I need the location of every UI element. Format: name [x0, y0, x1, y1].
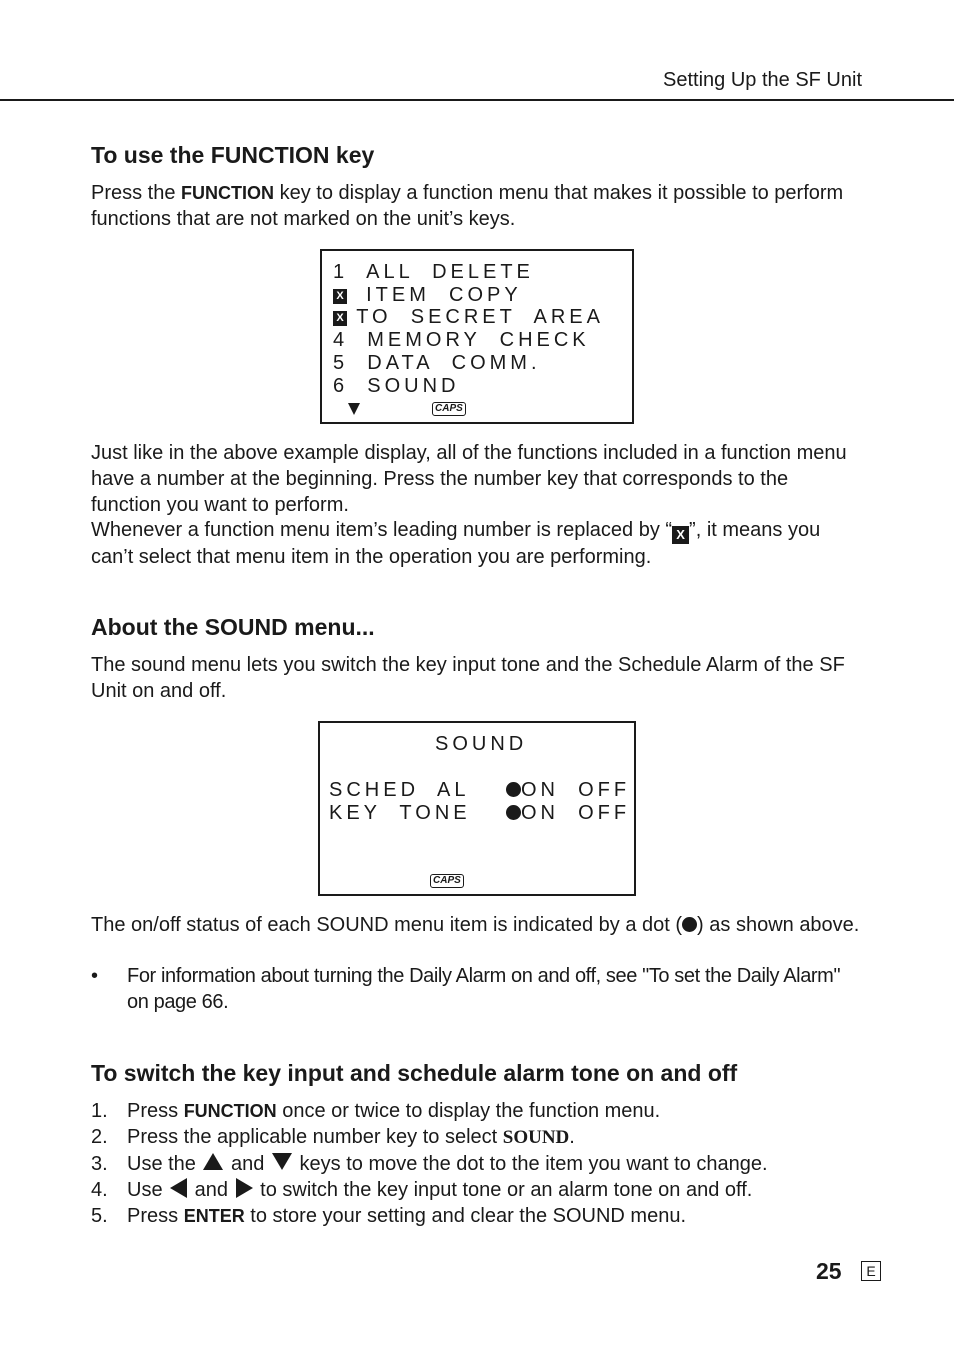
step-text: and: [189, 1179, 234, 1201]
caps-indicator: CAPS: [430, 874, 464, 888]
heading-switch-tones: To switch the key input and schedule alarm tone on and off: [91, 1060, 738, 1086]
function-key-label: FUNCTION: [183, 1101, 277, 1121]
menu-item-6-marker: 6: [333, 375, 349, 397]
step-text: keys to move the dot to the item you want to change.: [293, 1153, 768, 1175]
step-text: Press the applicable number key to select: [127, 1126, 503, 1148]
header-section-title: Setting Up the SF Unit: [663, 69, 862, 91]
menu-item-3-label: TO SECRET AREA: [356, 306, 604, 328]
step-text: Use the: [127, 1153, 202, 1175]
sched-alarm-label: SCHED AL: [329, 779, 470, 801]
step-text: Press: [127, 1205, 184, 1227]
menu-item-6-label: SOUND: [367, 375, 460, 397]
menu-item-4-label: MEMORY CHECK: [367, 329, 590, 351]
menu-item-2: [333, 284, 522, 306]
function-key-label: FUNCTION: [181, 183, 275, 203]
left-arrow-icon: [170, 1178, 187, 1198]
menu-item-4: [333, 329, 590, 351]
sched-alarm-options: [506, 779, 630, 801]
step-number: 2.: [91, 1126, 108, 1148]
page-number: 25: [816, 1258, 842, 1284]
bullet-daily-alarm: [91, 963, 863, 1015]
key-tone-label: KEY TONE: [329, 802, 471, 824]
status-note-post: ) as shown above.: [697, 914, 860, 936]
language-badge: E: [861, 1261, 881, 1281]
sound-menu-intro: The sound menu lets you switch the key input tone and the Schedule Alarm of the SF Unit on and off.: [91, 654, 845, 702]
sound-menu-display: [318, 721, 636, 896]
header-rule: [0, 99, 954, 101]
key-tone-options: [506, 802, 630, 824]
menu-item-1-marker: 1: [333, 261, 349, 283]
step-item: [91, 1177, 871, 1203]
caps-indicator: CAPS: [432, 402, 466, 416]
up-arrow-icon: [203, 1153, 223, 1170]
selected-dot-icon: [506, 805, 521, 820]
down-triangle-icon: [348, 403, 360, 415]
step-number: 1.: [91, 1100, 108, 1122]
disabled-x-icon: X: [333, 289, 347, 304]
status-note: [91, 912, 863, 938]
step-item: [91, 1124, 871, 1151]
function-menu-display: [320, 249, 634, 424]
intro-post: key to display a function menu that makes it possible to perform functions that are not marked on the unit’s keys.: [91, 182, 844, 230]
sched-alarm-on: ON: [521, 779, 559, 801]
explanation-para-1: Just like in the above example display, all of the functions included in a function menu have a number at the beginning. Press the number key that corresponds to the function you want to perform.: [91, 442, 847, 516]
step-text: and: [225, 1153, 270, 1175]
steps-list: [91, 1098, 871, 1229]
intro-pre: Press the: [91, 182, 182, 204]
menu-item-1-label: ALL DELETE: [366, 261, 534, 283]
menu-item-4-marker: 4: [333, 329, 349, 351]
heading-sound-menu: About the SOUND menu...: [91, 614, 375, 640]
function-key-intro: [91, 180, 863, 232]
para2-pre: Whenever a function menu item’s leading number is replaced by “: [91, 519, 673, 541]
step-item: [91, 1203, 871, 1229]
step-number: 3.: [91, 1153, 108, 1175]
step-text: .: [569, 1126, 575, 1148]
menu-item-5-marker: 5: [333, 352, 349, 374]
disabled-x-icon: X: [333, 311, 347, 326]
step-text: to store your setting and clear the SOUND menu.: [244, 1205, 687, 1227]
status-note-pre: The on/off status of each SOUND menu item is indicated by a dot (: [91, 914, 683, 936]
menu-item-3: [333, 306, 604, 328]
step-number: 5.: [91, 1205, 108, 1227]
key-tone-on: ON: [521, 802, 559, 824]
heading-function-key: To use the FUNCTION key: [91, 142, 375, 168]
bullet-icon: •: [91, 965, 99, 987]
sound-menu-title: SOUND: [435, 733, 528, 755]
explanation-para-2: [91, 517, 863, 570]
step-number: 4.: [91, 1179, 108, 1201]
menu-item-1: [333, 261, 534, 283]
menu-item-5: [333, 352, 541, 374]
menu-item-6: [333, 375, 459, 397]
para2-post: ”, it means you can’t select that menu item in the operation you are performing.: [91, 519, 821, 568]
selected-dot-icon: [506, 782, 521, 797]
sound-label: SOUND: [502, 1127, 570, 1148]
menu-item-2-label: ITEM COPY: [356, 284, 522, 306]
step-text: Use: [127, 1179, 169, 1201]
step-text: once or twice to display the function menu.: [276, 1100, 661, 1122]
down-arrow-icon: [272, 1153, 292, 1170]
step-text: to switch the key input tone or an alarm tone on and off.: [254, 1179, 753, 1201]
step-text: Press: [127, 1100, 184, 1122]
enter-key-label: ENTER: [183, 1206, 245, 1226]
step-item: [91, 1098, 871, 1124]
step-item: [91, 1151, 871, 1177]
dot-icon: [682, 917, 697, 932]
disabled-x-icon: X: [672, 526, 689, 544]
key-tone-off: OFF: [578, 802, 631, 824]
sched-alarm-off: OFF: [578, 779, 631, 801]
menu-item-5-label: DATA COMM.: [367, 352, 541, 374]
bullet-text: For information about turning the Daily Alarm on and off, see "To set the Daily Alarm" on page 66.: [127, 965, 841, 1013]
right-arrow-icon: [236, 1178, 253, 1198]
